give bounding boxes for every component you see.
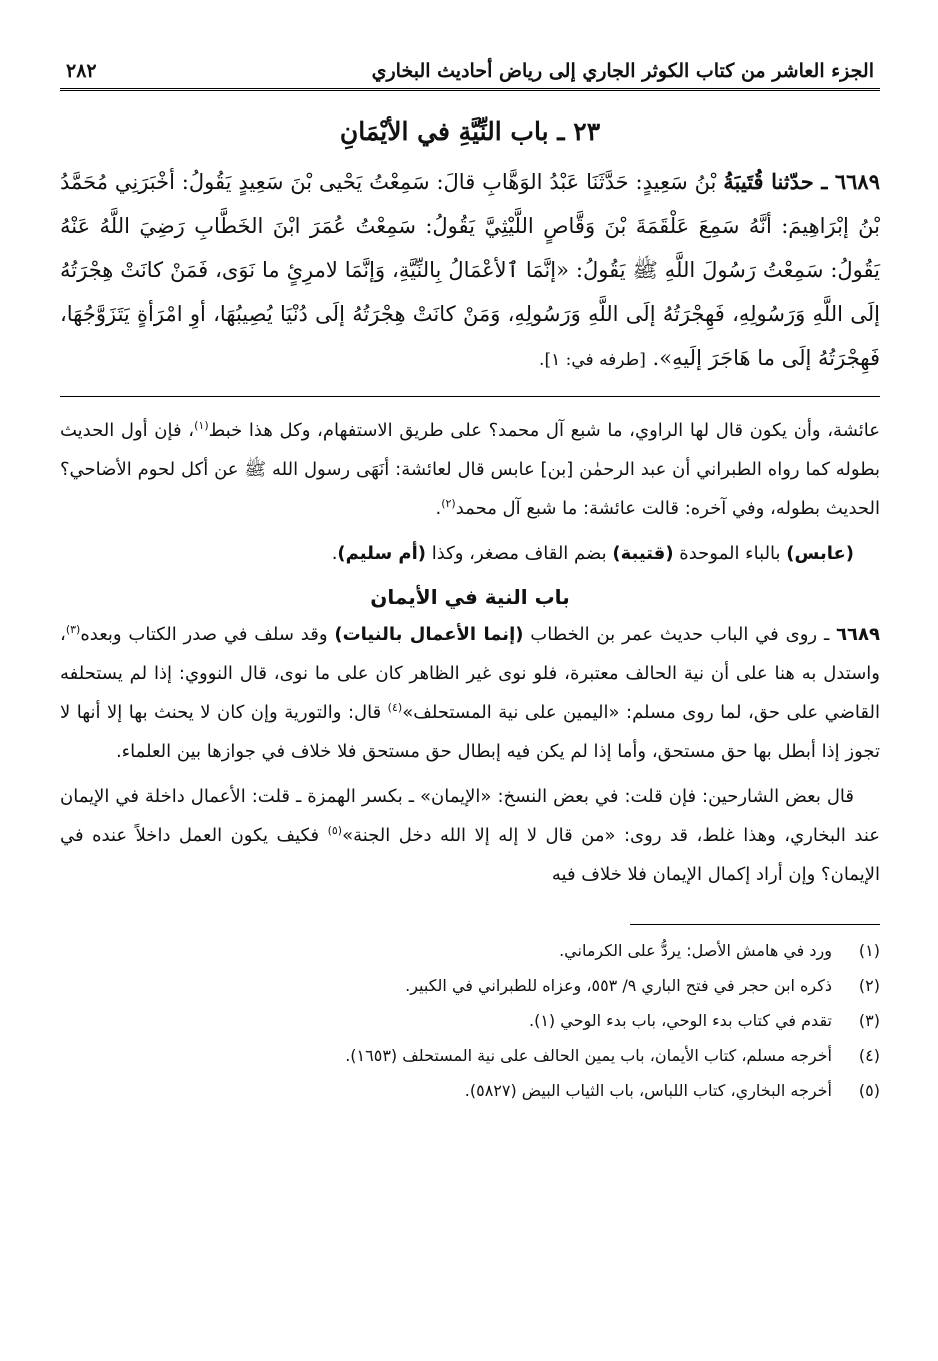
- hadith-body: بْنُ سَعِيدٍ: حَدَّثَنَا عَبْدُ الوَهَّابِ قالَ: سَمِعْتُ يَحْيى بْنَ سَعِيدٍ يَقُولُ: أخْبَرَنِي مُحَمَّدُ بْنُ إبْرَاهِيمَ: أنَّهُ سَمِعَ عَلْقَمَةَ بْنَ وَقَّاصٍ اللَّيْثِيَّ يَقُولُ: سَمِعْتُ عُمَرَ ابْنَ الخَطَّابِ رَضِيَ اللَّهُ عَنْهُ يَقُولُ: سَمِعْتُ رَسُولَ اللَّهِ ﷺ يَقُولُ: «إنَّمَا ٱلأعْمَالُ بِالنِّيَّةِ، وَإنَّمَا لامرِئٍ ما نَوَى، فَمَنْ كانَتْ هِجْرَتُهُ إلَى اللَّهِ وَرَسُولِهِ، فَهِجْرَتُهُ إلَى اللَّهِ وَرَسُولِهِ، وَمَنْ كانَتْ هِجْرَتُهُ إلَى دُنْيَا يُصِيبُهَا، أوِ امْرَأةٍ يَتَزَوَّجُهَا، فَهِجْرَتُهُ إلَى ما هَاجَرَ إلَيهِ».: [60, 170, 880, 370]
- footnote-text: أخرجه مسلم، كتاب الأيمان، باب يمين الحالف على نية المستحلف (١٦٥٣).: [345, 1046, 832, 1065]
- commentary-section-title: باب النية في الأيمان: [370, 585, 570, 609]
- chapter-title: ٢٣ ـ باب النِّيَّةِ في الأيْمَانِ: [339, 117, 601, 146]
- term-umm-sulaym: (أم سليم): [337, 543, 427, 564]
- footnote-item: [60, 1073, 880, 1108]
- header-rule: [60, 88, 880, 95]
- commentary-text: .: [435, 498, 442, 519]
- footnote-number: (٢): [858, 976, 880, 995]
- footnote-text: أخرجه البخاري، كتاب اللباس، باب الثياب البيض (٥٨٢٧).: [464, 1081, 832, 1100]
- footnote-text: ورد في هامش الأصل: يردُّ على الكرماني.: [559, 941, 832, 960]
- term-qutayba: (قتيبة): [612, 543, 674, 564]
- footnote-number: (٣): [858, 1011, 880, 1030]
- quoted-hadith: (إنما الأعمال بالنيات): [334, 624, 524, 645]
- page-number: ٢٨٢: [66, 60, 97, 82]
- footnote-item: [60, 933, 880, 968]
- footnote-rule: [630, 924, 880, 925]
- footnote-number: (٥): [858, 1081, 880, 1100]
- footnote-text: تقدم في كتاب بدء الوحي، باب بدء الوحي (١).: [529, 1011, 832, 1030]
- commentary-text: ـ روى في الباب حديث عمر بن الخطاب: [523, 624, 837, 645]
- commentary-text: عائشة، وأن يكون قال لها الراوي، ما شبع آل محمد؟ على طريق الاستفهام، وكل هذا خبط: [208, 420, 881, 441]
- footnote-number: (٤): [858, 1046, 880, 1065]
- running-title: الجزء العاشر من كتاب الكوثر الجاري إلى رياض أحاديث البخاري: [371, 60, 874, 82]
- footnote-marker-3: (٣): [65, 623, 81, 636]
- commentary-paragraph-1: [60, 411, 880, 528]
- footnote-item: [60, 968, 880, 1003]
- footnote-text: ذكره ابن حجر في فتح الباري ٩/ ٥٥٣، وعزاه للطبراني في الكبير.: [405, 976, 832, 995]
- footnote-marker-2: (٢): [441, 497, 456, 510]
- footnote-item: [60, 1003, 880, 1038]
- commentary-paragraph-3: [60, 615, 880, 771]
- footnote-item: [60, 1038, 880, 1073]
- hadith-reference: [طرفه في: ١].: [539, 350, 646, 370]
- commentary-text: ، واستدل به هنا على أن نية الحالف معتبرة، فلو نوى غير الظاهر كان على ما نوى، قال النووي: إذا لم يستحلفه القاضي على حق، لما روى مسلم: «اليمين على نية المستحلف»: [60, 624, 880, 723]
- footnote-marker-4: (٤): [387, 701, 403, 714]
- commentary-text: فكيف يكون العمل داخلاً عنده في الإيمان؟ وإن أراد إكمال الإيمان فلا خلاف فيه: [60, 825, 880, 885]
- commentary-text: بالباء الموحدة: [673, 543, 787, 564]
- hadith-number: ٦٦٨٩ ـ حدّثنا قُتَيبَةُ: [723, 169, 880, 194]
- commentary-text: .: [331, 543, 338, 564]
- commentary-text: قال بعض الشارحين: فإن قلت: في بعض النسخ: «الإيمان» ـ بكسر الهمزة ـ قلت: الأعمال داخلة في الإيمان عند البخاري، وهذا غلط، قد روى: «من قال لا إله إلا الله دخل الجنة»: [60, 786, 880, 846]
- commentary-text: قال: والتورية وإن كان لا يحنث بها إلا أنها لا تجوز إذا أبطل بها حق مستحق، وأما إذا لم يكن فيه إبطال حق مستحق فلا خلاف في جوازها بين العلماء.: [60, 702, 880, 762]
- commentary-paragraph-4: [60, 777, 880, 894]
- footnote-marker-5: (٥): [327, 824, 343, 837]
- commentary-text: بضم القاف مصغر، وكذا: [426, 543, 613, 564]
- term-abis: (عابس): [786, 543, 854, 564]
- commentary-paragraph-2: [60, 534, 880, 573]
- document-page: [60, 60, 880, 1108]
- footnotes-list: [60, 933, 880, 1108]
- text-commentary-separator: [60, 396, 880, 397]
- footnote-number: (١): [858, 941, 880, 960]
- commentary-hadith-number: ٦٦٨٩: [836, 624, 881, 645]
- running-header: [60, 60, 880, 88]
- commentary-text: وقد سلف في صدر الكتاب وبعده: [80, 624, 335, 645]
- hadith-text: [60, 160, 880, 382]
- footnote-marker-1: (١): [194, 419, 209, 432]
- commentary-text: ، فإن أول الحديث بطوله كما رواه الطبراني أن عبد الرحمٰن [بن] عابس قال لعائشة: أنَهَى رسول الله ﷺ عن أكل لحوم الأضاحي؟ الحديث بطوله، وفي آخره: قالت عائشة: ما شبع آل محمد: [60, 420, 880, 519]
